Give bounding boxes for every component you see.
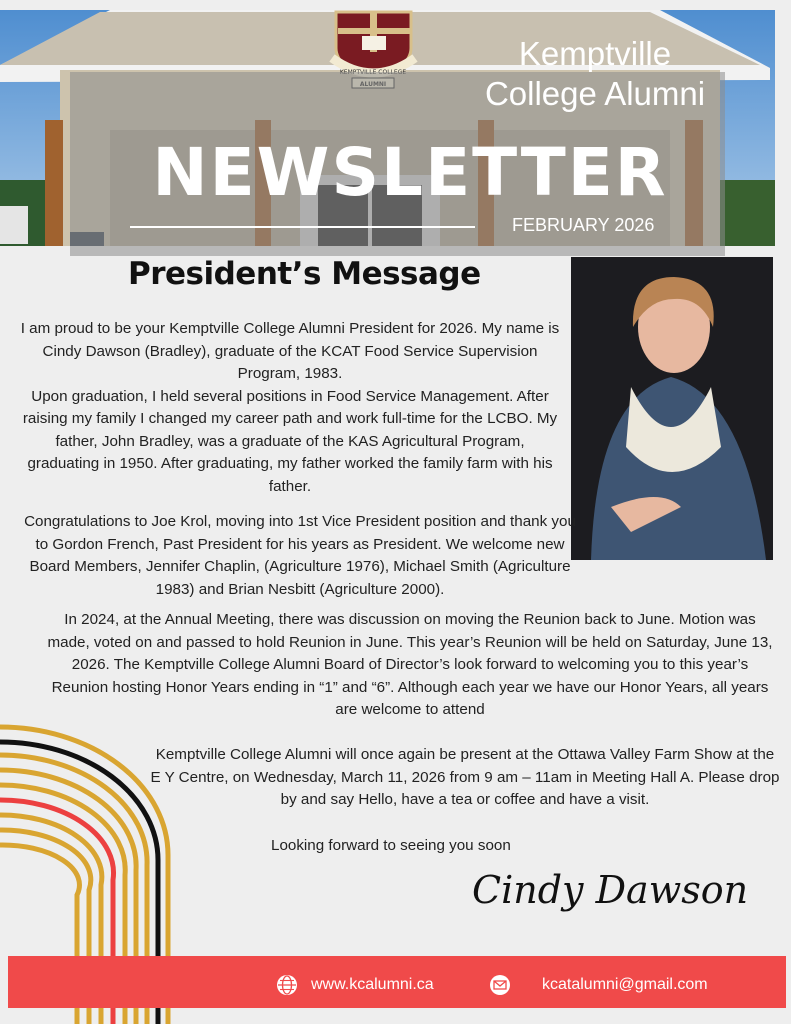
president-photo <box>571 257 773 560</box>
header-divider <box>130 226 475 228</box>
message-paragraph-2: Congratulations to Joe Krol, moving into 1st Vice President position and thank you to Gordon French, Past President for his years as President. We welcome new Board Members, Jennifer Chaplin, (Agriculture 1976), Michael Smith (Agriculture 1983) and Brian Nesbitt (Agriculture 2000). <box>24 513 576 598</box>
alumni-title <box>455 34 735 114</box>
message-paragraph-1a: I am proud to be your Kemptville College Alumni President for 2026. My name is Cindy Dawson (Bradley), graduate of the KCAT Food Service Supervision Program, 1983. <box>20 320 560 382</box>
message-paragraph-1b: Upon graduation, I held several positions in Food Service Management. After raising my family I changed my career path and work full-time for the LCBO. My father, John Bradley, was a graduate of the KAS Agricultural Program, graduating in 1950. After graduating, my father worked the family farm with his father. <box>22 387 558 495</box>
message-paragraph-4: Kemptville College Alumni will once again be present at the Ottawa Valley Farm Show at the E Y Centre, on Wednesday, March 11, 2026 from 9 am – 11am in Meeting Hall A. Please drop by and say Hello, have a tea or coffee and have a visit. <box>150 746 780 808</box>
email-link[interactable]: kcatalumni@gmail.com <box>542 976 708 993</box>
issue-date: FEBRUARY 2026 <box>512 215 655 235</box>
title-line-1: Kemptville <box>518 35 672 72</box>
website-link[interactable]: www.kcalumni.ca <box>311 976 434 993</box>
section-heading: President’s Message <box>128 256 481 292</box>
title-line-2: College Alumni <box>484 75 706 112</box>
newsletter-title: NEWSLETTER <box>152 134 668 211</box>
message-paragraph-1 <box>20 318 560 498</box>
globe-icon <box>276 974 298 996</box>
closing-line: Looking forward to seeing you soon <box>271 837 511 854</box>
footer-bar <box>8 956 786 1008</box>
message-paragraph-3: In 2024, at the Annual Meeting, there was discussion on moving the Reunion back to June. Motion was made, voted on and passed to hold Reunion in June. This year’s Reunion will be held on Saturday, June 13, 2026. The Kemptville College Alumni Board of Director’s look forward to welcoming you to this year’s Reunion hosting Honor Years ending in “1” and “6”. Although each year we have our Honor Years, all years are welcome to attend <box>47 611 773 718</box>
envelope-icon <box>489 974 511 996</box>
signature: Cindy Dawson <box>472 868 749 912</box>
